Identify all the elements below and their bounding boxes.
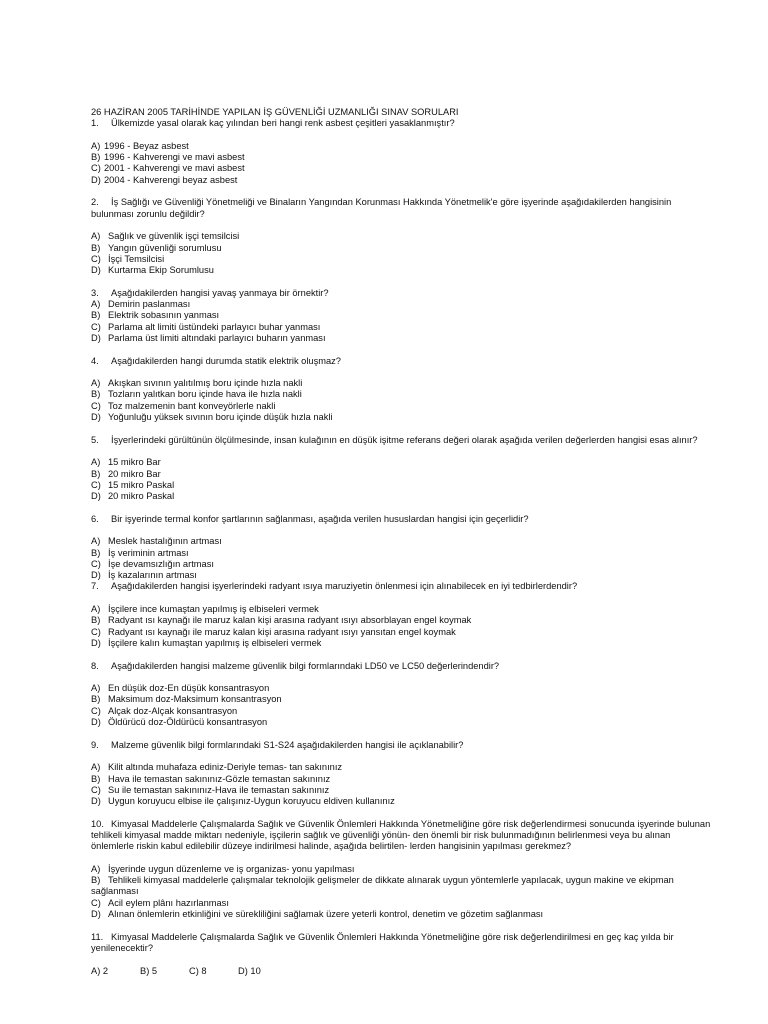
option-a: A) Akışkan sıvının yalıtılmış boru içinde hızla nakli xyxy=(91,378,303,389)
option-a: A) Sağlık ve güvenlik işçi temsilcisi xyxy=(91,231,240,242)
option-list xyxy=(91,966,711,977)
option-d: D) Parlama üst limiti altındaki parlayıcı buharın yanması xyxy=(91,332,326,343)
question-number: 2. xyxy=(91,197,99,208)
option-c: C) Toz malzemenin bant konveyörlerle nakli xyxy=(91,400,276,411)
option-b: B) Elektrik sobasının yanması xyxy=(91,310,220,321)
question-number: 8. xyxy=(91,660,99,671)
option-d: D) 20 mikro Paskal xyxy=(91,491,175,502)
question-stem xyxy=(91,514,711,525)
question-number: 5. xyxy=(91,434,99,445)
question-stem xyxy=(91,661,711,672)
question-6 xyxy=(91,514,711,582)
option-c: C) Acil eylem plânı hazırlanması xyxy=(91,897,229,908)
question-text: Aşağıdakilerden hangisi malzeme güvenlik bilgi formlarındaki LD50 ve LC50 değerlerindendir? xyxy=(111,660,500,671)
option-b: B) Tozların yalıtkan boru içinde hava ile hızla nakli xyxy=(91,389,302,400)
option-b: B) Hava ile temastan sakınınız-Gözle temastan sakınınız xyxy=(91,773,331,784)
question-number: 4. xyxy=(91,355,99,366)
option-list xyxy=(91,864,711,920)
exam-document xyxy=(91,107,711,977)
question-text: İşyerlerindeki gürültünün ölçülmesinde, insan kulağının en düşük işitme referans değeri olarak aşağıda verilen değerlerden hangisi esas alınır? xyxy=(111,434,698,445)
option-b: B) Maksimum doz-Maksimum konsantrasyon xyxy=(91,694,282,705)
option-list xyxy=(91,141,711,186)
option-c: C) 2001 - Kahverengi ve mavi asbest xyxy=(91,163,245,174)
question-stem xyxy=(91,197,711,220)
option-b: B) İş veriminin artması xyxy=(91,547,189,558)
option-list xyxy=(91,231,711,276)
question-text: Aşağıdakilerden hangisi işyerlerindeki radyant ısıya maruziyetin önlenmesi için alınabilecek en iyi tedbirlerdendir? xyxy=(111,581,578,592)
question-number: 7. xyxy=(91,581,99,592)
question-8 xyxy=(91,661,711,729)
question-text: Aşağıdakilerden hangi durumda statik elektrik oluşmaz? xyxy=(111,355,341,366)
option-d: D) 10 xyxy=(238,965,261,976)
question-number: 10. xyxy=(91,818,104,829)
option-d: D) Yoğunluğu yüksek sıvının boru içinde düşük hızla nakli xyxy=(91,412,333,423)
option-c: C) 8 xyxy=(189,965,207,976)
option-b: B) Yangın güvenliği sorumlusu xyxy=(91,242,222,253)
question-number: 11. xyxy=(91,931,104,942)
question-text: Kimyasal Maddelerle Çalışmalarda Sağlık ve Güvenlik Önlemleri Hakkında Yönetmeliğine göre risk değerlendirmesi sonucunda işyerinde bulunan tehlikeli kimyasal madde miktarı nedeniyle, işçilerin sağlık ve güvenliği yönün- den önemli bir risk bulunmadığının belirlenmesi veya bu alınan önlemlerle riskin kabul edilebilir düzeye indirilmesi halinde, aşağıda belirtilen- lerden hangisinin yapılması gerekmez? xyxy=(91,818,711,852)
option-list xyxy=(91,762,711,807)
option-c: C) İşçi Temsilcisi xyxy=(91,253,165,264)
question-3 xyxy=(91,288,711,344)
option-a: A) Demirin paslanması xyxy=(91,299,191,310)
option-a: A) 1996 - Beyaz asbest xyxy=(91,140,189,151)
question-number: 6. xyxy=(91,513,99,524)
question-stem xyxy=(91,435,711,446)
question-5 xyxy=(91,435,711,503)
question-number: 3. xyxy=(91,287,99,298)
option-c: C) Alçak doz-Alçak konsantrasyon xyxy=(91,705,238,716)
option-c: C) Su ile temastan sakınınız-Hava ile temastan sakınınız xyxy=(91,784,330,795)
question-1 xyxy=(91,118,711,186)
question-stem xyxy=(91,740,711,751)
question-4 xyxy=(91,356,711,424)
option-list xyxy=(91,604,711,649)
option-b: B) Tehlikeli kimyasal maddelerle çalışmalar teknolojik gelişmeler de dikkate alınarak uygun yöntemlerle yapılacak, uygun makine ve ekipman sağlanması xyxy=(91,875,674,897)
option-a: A) İşyerinde uygun düzenleme ve iş organizas- yonu yapılması xyxy=(91,863,355,874)
document-title: 26 HAZİRAN 2005 TARİHİNDE YAPILAN İŞ GÜVENLİĞİ UZMANLIĞI SINAV SORULARI xyxy=(91,107,459,117)
question-stem xyxy=(91,932,711,955)
option-list xyxy=(91,683,711,728)
question-number: 1. xyxy=(91,118,99,129)
option-list xyxy=(91,378,711,423)
option-a: A) İşçilere ince kumaştan yapılmış iş elbiseleri vermek xyxy=(91,604,319,615)
question-text: İş Sağlığı ve Güvenliği Yönetmeliği ve Binaların Yangından Korunması Hakkında Yönetmelik'e göre işyerinde aşağıdakilerden hangisinin bulunması zorunlu değildir? xyxy=(91,197,672,219)
option-d: D) İş kazalarının artması xyxy=(91,570,197,581)
option-a: A) En düşük doz-En düşük konsantrasyon xyxy=(91,683,270,694)
option-b: B) 20 mikro Bar xyxy=(91,468,161,479)
question-stem xyxy=(91,288,711,299)
option-list xyxy=(91,457,711,502)
option-list xyxy=(91,299,711,344)
option-d: D) Uygun koruyucu elbise ile çalışınız-Uygun koruyucu eldiven kullanınız xyxy=(91,796,395,807)
option-d: D) Öldürücü doz-Öldürücü konsantrasyon xyxy=(91,717,268,728)
option-c: C) 15 mikro Paskal xyxy=(91,479,175,490)
question-stem xyxy=(91,118,711,129)
option-c: C) İşe devamsızlığın artması xyxy=(91,558,214,569)
question-text: Kimyasal Maddelerle Çalışmalarda Sağlık ve Güvenlik Önlemleri Hakkında Yönetmeliğine göre risk değerlendirilmesi en geç kaç yılda bir yenilenecektir? xyxy=(91,931,674,953)
question-2 xyxy=(91,197,711,276)
option-b: B) 5 xyxy=(140,965,158,976)
option-d: D) Kurtarma Ekip Sorumlusu xyxy=(91,265,214,276)
option-a: A) Kilit altında muhafaza ediniz-Deriyle temas- tan sakınınız xyxy=(91,762,343,773)
question-11 xyxy=(91,932,711,977)
question-text: Malzeme güvenlik bilgi formlarındaki S1-S24 aşağıdakilerden hangisi ile açıklanabilir? xyxy=(111,739,464,750)
option-d: D) 2004 - Kahverengi beyaz asbest xyxy=(91,174,238,185)
option-b: B) Radyant ısı kaynağı ile maruz kalan kişi arasına radyant ısıyı absorblayan engel koymak xyxy=(91,615,472,626)
question-text: Bir işyerinde termal konfor şartlarının sağlanması, aşağıda verilen hususlardan hangisi için geçerlidir? xyxy=(111,513,529,524)
question-10 xyxy=(91,819,711,921)
question-text: Ülkemizde yasal olarak kaç yılından beri hangi renk asbest çeşitleri yasaklanmıştır? xyxy=(111,118,455,129)
question-stem xyxy=(91,356,711,367)
option-d: D) İşçilere kalın kumaştan yapılmış iş elbiseleri vermek xyxy=(91,637,322,648)
question-text: Aşağıdakilerden hangisi yavaş yanmaya bir örnektir? xyxy=(111,287,329,298)
option-a: A) Meslek hastalığının artması xyxy=(91,536,222,547)
option-d: D) Alınan önlemlerin etkinliğini ve sürekliliğini sağlamak üzere yeterli kontrol, denetim ve gözetim sağlanması xyxy=(91,909,544,920)
question-stem xyxy=(91,819,711,853)
question-7 xyxy=(91,581,711,649)
option-a: A) 2 xyxy=(91,965,109,976)
option-a: A) 15 mikro Bar xyxy=(91,457,161,468)
option-c: C) Radyant ısı kaynağı ile maruz kalan kişi arasına radyant ısıyı yansıtan engel koymak xyxy=(91,626,456,637)
question-9 xyxy=(91,740,711,808)
question-number: 9. xyxy=(91,739,99,750)
option-c: C) Parlama alt limiti üstündeki parlayıcı buhar yanması xyxy=(91,321,321,332)
option-b: B) 1996 - Kahverengi ve mavi asbest xyxy=(91,152,245,163)
option-list xyxy=(91,536,711,581)
question-stem xyxy=(91,581,711,592)
